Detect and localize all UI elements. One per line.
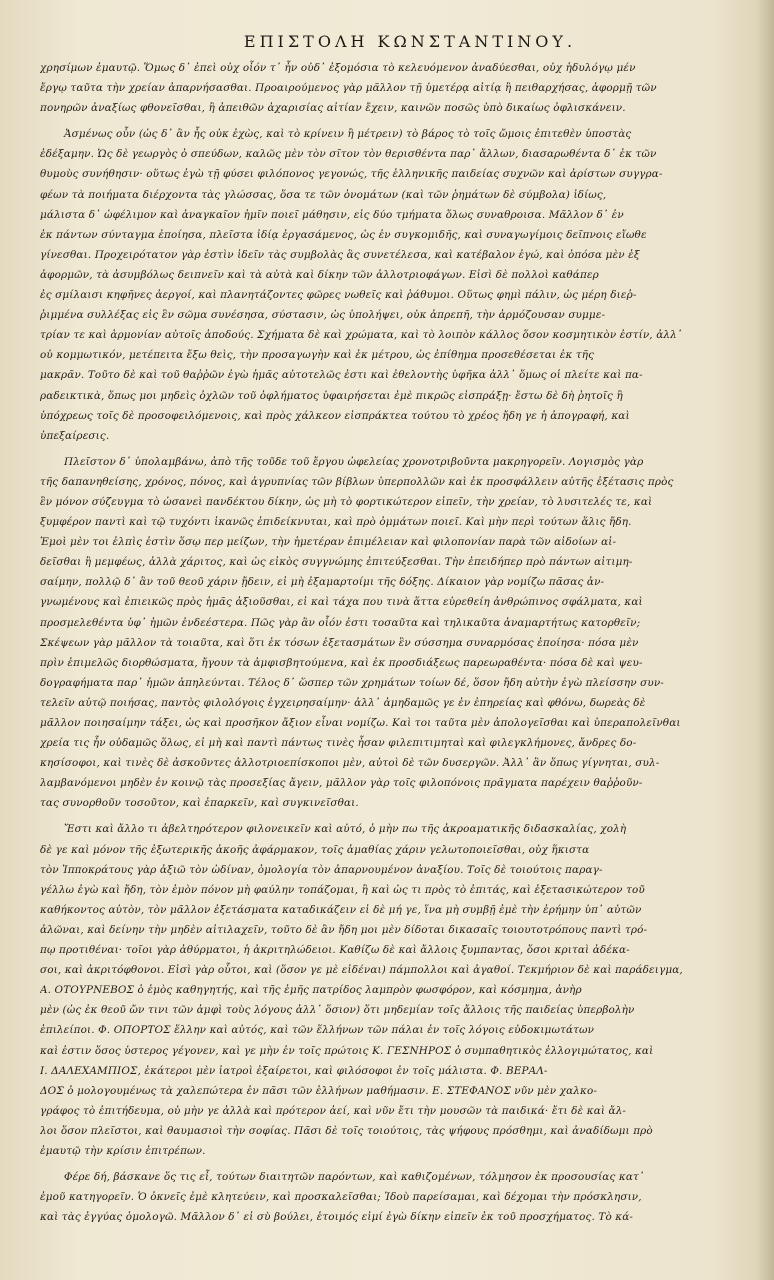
text-line: ῥιμμένα συλλέξας εἰς ἓν σῶμα συνέσησα, σύστασιν, ὡς ὑπολήψει, οὐκ ἀπρεπῆ, τὴν ἀρμόζουσαν συμμε-: [40, 309, 606, 322]
text-line: ἓν μόνον σύζευγμα τὸ ὡσανεὶ πανδέκτου δίκην, ὡς μὴ τὸ φορτικώτερον εἰπεῖν, τὴν χρείαν, τὸ λυσιτελές τε, καὶ: [40, 495, 653, 508]
text-line: Ἔστι καὶ ἄλλο τι ἀβελτηρότερον φιλονεικεῖν καὶ αὐτό, ὁ μὴν πω τῆς ἀκροαματικῆς διδασκαλίας, χολὴ: [64, 823, 627, 836]
text-line: δογραφήματα παρ᾽ ἡμῶν ἀπηλεύνται. Τέλος δ᾽ ὥσπερ τῶν χρημάτων τοίων δέ, ὅσον ἤδη αὐτὴν ἐγὼ πλείσσην συν-: [40, 676, 664, 689]
text-line: ἐμοῦ κατηγορεῖν. Ὁ ὀκνεῖς ἐμὲ κλητεύειν, καὶ προσκαλεῖσθαι; Ἰδοὺ παρείσαμαι, καὶ δέχομαι τὴν πρόσκλησιν,: [40, 1191, 642, 1204]
text-line: γίνεσθαι. Προχειρότατον γὰρ ἐστὶν ἰδεῖν τὰς συμβολὰς ἃς συνετέλεσα, καὶ κατέβαλον ἐγώ, καὶ ὁπόσα μὲν ἐξ: [40, 248, 640, 261]
text-line: λοι ὅσον πλεῖστοι, καὶ θαυμασιοὶ τὴν σοφίας. Πᾶσι δὲ τοῖς τοιούτοις, τὰς ψήφους πρόσθημι, καὶ ἀναδίδωμι πρὸ: [40, 1124, 653, 1137]
text-line: ὑπόχρεως τοῖς δὲ προσοφειλόμενοις, καὶ πρὸς χάλκεον εἰσπράκτεα τούτου τὸ χρέος ἤδη γε ἡ ἀπογραφή, καὶ: [40, 409, 630, 422]
paragraph: [40, 819, 734, 1161]
text-line: ἔργῳ ταῦτα τὴν χρείαν ἀπαρνήσασθαι. Προαιρούμενος γὰρ μᾶλλον τῇ ὑμετέρᾳ αἰτίᾳ ἢ πειθαρχήσας, ἀφορμῇ τῶν: [40, 82, 657, 95]
text-line: Ι. ΔΑΛΕΧΑΜΠΙΟΣ, ἑκάτεροι μὲν ἰατροὶ ἐξαίρετοι, καὶ φιλόσοφοι ἐν τοῖς μάλιστα. Φ. ΒΕΡΑΛ-: [40, 1064, 548, 1077]
text-line: θυμοὺς συνήθησιν· οὕτως ἐγὼ τῇ φύσει φιλόπονος γεγονώς, τῆς ἑλληνικῆς παιδείας συχνῶν καὶ ἀρίστων συγγρα-: [40, 168, 663, 181]
text-line: οὐ κομμωτικόν, μετέπειτα ἔξω θεὶς, τὴν προσαγωγὴν καὶ ἐκ μέτρου, ὡς ἐπίθημα προσεθέσεται ἐκ τῆς: [40, 349, 595, 362]
paragraph: [40, 58, 734, 118]
text-line: ἀφορμῶν, τὰ ἀσυμβόλως δειπνεῖν καὶ τὰ αὐτὰ καὶ δίκην τῶν ἀλλοτριοφάγων. Εἰσὶ δὲ πολλοὶ καθάπερ: [40, 268, 599, 281]
text-line: Φέρε δή, βάσκανε ὅς τις εἶ, τούτων διαιτητῶν παρόντων, καὶ καθιζομένων, τόλμησον ἐκ προσουσίας κατ᾽: [64, 1171, 645, 1184]
text-line: γέλλω ἐγὼ καὶ ἤδη, τὸν ἐμὸν πόνον μὴ φαύλην τοπάζομαι, ἢ καὶ ὡς τι πρὸς τὸ ἐπιτάς, καὶ ἐξετασικώτερον τοῦ: [40, 883, 645, 896]
text-line: δεῖσθαι ἢ μεμφέως, ἀλλὰ χάριτος, καὶ ὡς εἰκὸς συγγνώμης ἐπιτεύξεσθαι. Τὴν ἐπειδήπερ πρὸ πάντων αἰτιμη-: [40, 556, 633, 569]
text-line: ΔΟΣ ὁ μολογουμένως τὰ χαλεπώτερα ἐν πᾶσι τῶν ἑλλήνων μαθήμασιν. Ε. ΣΤΕΦΑΝΟΣ νῦν μὲν χαλκο-: [40, 1084, 598, 1097]
text-line: τας συνορθοῦν τοσοῦτον, καὶ ἐπαρκεῖν, καὶ συγκινεῖσθαι.: [40, 797, 359, 810]
text-line: καὶ ἐστιν ὅσος ὑστερος γέγονεν, καὶ γε μὴν ἐν τοῖς πρώτοις Κ. ΓΕΣΝΗΡΟΣ ὁ συμπαθητικὸς ἐλλογιμώτατος, καὶ: [40, 1044, 654, 1057]
text-line: σαίμην, πολλῷ δ᾽ ἂν τοῦ θεοῦ χάριν ᾔδειν, εἰ μὴ ἐξαμαρτοίμι τῆς δόξης. Δίκαιον γὰρ νομίζω πᾶσας ἀν-: [40, 576, 605, 589]
text-line: ἐς σμίλαισι κηφῆνες ἀεργοί, καὶ πλανητάζοντες φῶρες νωθεῖς καὶ ῥάθυμοι. Οὕτως φημὶ πάλιν, ὡς μέρη διεῤ-: [40, 289, 637, 302]
text-line: καθήκοντος αὐτὸν, τὸν μᾶλλον ἐξετάσματα καταδικάζειν εἰ δὲ μή γε, ἵνα μὴ συμβῇ ἐμὲ τὴν ἐρήμην ὑπ᾽ αὐτῶν: [40, 903, 642, 916]
text-line: προσμελεθέντα ὑφ᾽ ἡμῶν ἐνδεέστερα. Πῶς γὰρ ἂν οἷόν ἐστι τοσαῦτα καὶ τηλικαῦτα ἀναμαρτήτως κατορθεῖν;: [40, 616, 641, 629]
text-line: πονηρῶν ἀναξίως φθονεῖσθαι, ἢ ἀπειθῶν ἀχαρισίας αἰτίαν ἔχειν, καινῶν ποσῶς ὑπὸ δικαίως ὀφλισκάνειν.: [40, 102, 626, 115]
text-line: Α. ΟΤΟΥΡΝΕΒΟΣ ὁ ἐμὸς καθηγητής, καὶ τῆς ἐμῆς πατρίδος λαμπρὸν φωσφόρον, καὶ κόσμημα, ἀνὴρ: [40, 984, 582, 997]
text-line: ἐκ πάντων σύνταγμα ἐποίησα, πλεῖστα ἰδίᾳ ἐργασάμενος, ὡς ἐν συγκομιδῆς, καὶ συναγωγίμοις δεῖπνοις εἴωθε: [40, 228, 647, 241]
text-line: χρησίμων ἐμαυτῷ. Ὅμως δ᾽ ἐπεὶ οὐχ οἷόν τ᾽ ἦν οὐδ᾽ ἐξομόσια τὸ κελευόμενον ἀναδύεσθαι, οὐχ ἡδυλόγῳ μέν: [40, 62, 636, 74]
text-line: Πλεῖστον δ᾽ ὑπολαμβάνω, ἀπὸ τῆς τοῦδε τοῦ ἔργου ὠφελείας χρονοτριβοῦντα μακρηγορεῖν. Λογισμὸς γὰρ: [64, 455, 644, 468]
paragraph: [40, 452, 734, 814]
text-line: ἐμαυτῷ τὴν κρίσιν ἐπιτρέπων.: [40, 1144, 206, 1157]
text-line: Σκέψεων γὰρ μᾶλλον τὰ τοιαῦτα, καὶ ὅτι ἐκ τόσων ἐξετασμάτων ἓν σύσσημα συναρμόσας ἐποίησα· πόσα μὲν: [40, 636, 639, 649]
text-line: ἐδέξαμην. Ὡς δὲ γεωργὸς ὁ σπεύδων, καλῶς μὲν τὸν σῖτον τὸν θερισθέντα παρ᾽ ἄλλων, διασαρωθέντα δ᾽ ἐκ τῶν: [40, 148, 657, 161]
text-line: μὲν (ὡς ἐκ θεοῦ ὤν τινι τῶν ἀμφὶ τοὺς λόγους ἀλλ᾽ ὅσιον) ὅτι μηδεμίαν τοῖς ἄλλοις τῆς παιδείας ὑπερβολὴν: [40, 1004, 635, 1017]
text-line: κησίσοφοι, καὶ τινὲς δὲ ἀσκοῦντες ἀλλοτριοεπίσκοποι μὲν, αὐτοὶ δὲ τῶν δυσεργῶν. Ἀλλ᾽ ἂν ὅπως γίγνηται, συλ-: [40, 757, 660, 770]
text-line: ἐπιλείποι. Φ. ΟΠΟΡΤΟΣ ἕλλην καὶ αὐτός, καὶ τῶν ἕλλήνων τῶν πάλαι ἐν τοῖς λόγοις εὐδοκιμωτάτων: [40, 1024, 595, 1037]
text-line: ξυμφέρον παντὶ καὶ τῷ τυχόντι ἱκανῶς ἐπιδείκνυται, καὶ πρὸ ὀμμάτων ποιεῖ. Καὶ μὴν περὶ τούτων ἅλις ἤδη.: [40, 516, 632, 529]
text-line: ἀλῶναι, καὶ δείνην τὴν μηδὲν αἰτιλαχεῖν, τοῦτο δὲ ἂν ἤδη μοι μὲν δίδοται δικασαῖς τοιουτοτρόπους παντὶ τρό-: [40, 923, 648, 936]
text-line: Ἐμοὶ μὲν τοι ἐλπὶς ἐστὶν ὅσῳ περ μείζων, τὴν ἡμετέραν ἐπιμέλειαν καὶ φιλοπονίαν παρὰ τῶν αἰδοίων αἰ-: [40, 536, 617, 549]
paragraph: [40, 124, 734, 446]
text-line: δὲ γε καὶ μόνον τῆς ἐξωτερικῆς ἀκοῆς ἀφάρμακον, τοῖς ἀμαθίας χάριν γελωτοποιεῖσθαι, οὐχ ἥκιστα: [40, 843, 590, 856]
text-line: γνωμένους καὶ ἐπιεικῶς πρὸς ἡμᾶς ἀξιοῦσθαι, εἰ καὶ τάχα που τινὰ ἅττα εὑρεθείη ἀνθρώπινος σφάλματα, καὶ: [40, 596, 643, 609]
text-line: μᾶλλον ποιησαίμην τάξει, ὡς καὶ προσῆκον ἄξιον εἶναι νομίζω. Καὶ τοι ταῦτα μὲν ἀπολογεῖσθαι καὶ ὑπεραπολεῖνθαι: [40, 717, 681, 729]
text-line: μάλιστα δ᾽ ὠφέλιμον καὶ ἀναγκαῖον ἡμῖν ποιεῖ μάθησιν, εἰς δύο τμήματα ὅλως συναθροισα. Μᾶλλον δ᾽ ἐν: [40, 208, 624, 221]
text-line: ραδεικτικὰ, ὅπως μοι μηδεὶς ὀχλῶν τοῦ ὀφλήματος ὑφαιρήσεται ἐμὲ πικρῶς εἰσπράξῃ· ἔστω δὲ δὴ ῥητοῖς ἢ: [40, 389, 623, 402]
text-line: ὑπεξαίρεσις.: [40, 429, 110, 442]
text-line: τελεῖν αὐτῷ ποιήσας, παντὸς φιλολόγοις ἐγχειρησαίμην· ἀλλ᾽ ἀμηδαμῶς γε ἐν ἐπηρείας καὶ φθόνω, δωρεὰς δὲ: [40, 696, 646, 709]
text-line: σοι, καὶ ἀκριτόφθονοι. Εἰσὶ γὰρ οὗτοι, καὶ (ὅσον γε μὲ εἰδέναι) πάμπολλοι καὶ ἀγαθοί. Τεκμήριον δὲ καὶ παράδειγμα,: [40, 964, 683, 977]
text-line: γράφος τὸ ἐπιτήδευμα, οὐ μὴν γε ἀλλὰ καὶ πρότερον ἀεί, καὶ νῦν ἔτι τὴν μουσῶν τὰ παιδικά· ἔτι δὲ καὶ ἄλ-: [40, 1104, 627, 1117]
paragraph: [40, 1167, 734, 1227]
text-block: [40, 58, 734, 1233]
text-line: τῆς δαπανηθείσης, χρόνος, πόνος, καὶ ἀγρυπνίας τῶν βίβλων ὑπερπολλῶν καὶ ἐκ προσφάλλειν αὐτῆς ἐξέτασις πρὸς: [40, 475, 674, 488]
text-line: μακρᾶν. Τοῦτο δὲ καὶ τοῦ θαῤῥῶν ἐγὼ ἡμᾶς αὐτοτελῶς ἐστι καὶ ἐθελοντὴς ὑφῆκα ἀλλ᾽ ὅμως οἱ πλείτε καὶ πα-: [40, 369, 643, 382]
text-line: φέων τὰ ποιήματα διέρχοντα τὰς γλώσσας, ὅσα τε τῶν ὀνομάτων (καὶ τῶν ῥημάτων δὲ σύμβολα) ἰδίως,: [40, 188, 607, 201]
running-head: ΕΠΙΣΤΟΛΗ ΚΩΝΣΤΑΝΤΙΝΟΥ.: [243, 32, 577, 51]
text-line: πῳ προτιθέναι· τοῖοι γὰρ ἀθύρματοι, ἡ ἀκριτηλώδειοι. Καθίζω δὲ καὶ ἄλλοις ξυμπαντας, ὅσοι κριταὶ ἀδέκα-: [40, 944, 630, 957]
text-line: τὸν Ἱπποκράτους γὰρ ἀξιῶ τὸν ὠδίναν, ὁμολογία τὸν ἀπαρνουμένον ἀναξίου. Τοῖς δὲ τοιούτοις παραγ-: [40, 863, 603, 876]
text-line: λαμβανόμενοι μηδὲν ἐν κοινῷ τὰς προσεξίας ἄγειν, μᾶλλον γὰρ τοῖς φιλοπόνοις πρᾶγματα παρέχειν θαῤῥοῦν-: [40, 777, 643, 790]
text-line: καὶ τὰς ἐγγύας ὁμολογῶ. Μᾶλλον δ᾽ εἰ σὺ βούλει, ἑτοιμός εἰμί ἐγὼ δίκην εἰπεῖν ἐκ τοῦ προσχήματος. Τὸ κά-: [40, 1211, 634, 1224]
text-line: χρεία τις ἦν οὐδαμῶς ὅλως, εἰ μὴ καὶ παντὶ πάντως τινὲς ἦσαν φιλεπιτιμηταὶ καὶ φιλεγκλήμονες, ἄνδρες δο-: [40, 737, 637, 750]
text-line: πρὶν ἐπιμελῶς διορθώσματα, ἤγουν τὰ ἀμφισβητούμενα, καὶ ἐκ προσδιάξεως παρεωραθέντα· πόσα δὲ καὶ ψευ-: [40, 656, 643, 669]
text-line: Ἀσμένως οὖν (ὡς δ᾽ ἂν ἧς οὐκ ἐχὼς, καὶ τὸ κρίνειν ἢ μέτρειν) τὸ βάρος τὸ τοῖς ὤμοις ἐπιτεθὲν ὑποστὰς: [64, 128, 632, 141]
text-line: τρίαν τε καὶ ἁρμονίαν αὐτοῖς ἀποδούς. Σχήματα δὲ καὶ χρώματα, καὶ τὸ λοιπὸν κάλλος ὅσον κοσμητικὸν ἐστίν, ἀλλ᾽: [40, 329, 683, 342]
